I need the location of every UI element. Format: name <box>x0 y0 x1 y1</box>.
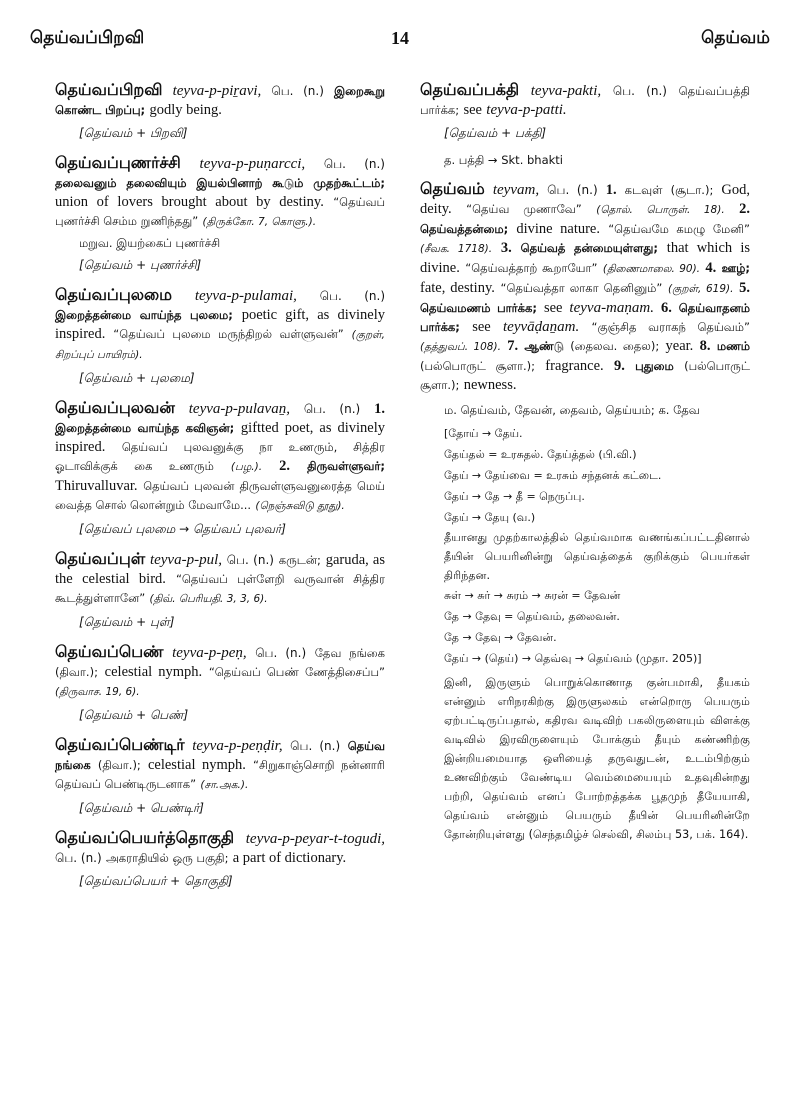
tamil-definition: இறைகூறு கொண்ட பிறப்பு; <box>55 84 386 117</box>
etymology-paragraph: தீயானது முதற்காலத்தில் தெய்வமாக வணங்கப்பட்டதினால் தீயின் பெயரினின்று தெய்வத்தைக் குறிக்கும் பெயர்கள் திரிந்தன. <box>444 531 750 582</box>
english-definition: celestial nymph. <box>147 757 246 773</box>
etymology-line: சுள் → சுர் → சுரம் → சுரன் = தேவன் <box>444 589 621 602</box>
quotation: “தெய்வப் புலமை மருந்திறல் வள்ளுவன்” <box>113 327 344 341</box>
part-of-speech: பெ. (n.) <box>323 157 385 171</box>
tamil-definition: ஊழ்; <box>721 261 751 275</box>
english-definition: union of lovers brought about by destiny. <box>55 194 324 210</box>
tamil-definition: இறைத்தன்மை வாய்ந்த கவிஞன்; <box>55 421 235 435</box>
etymology: [தெய்வம் + பக்தி] <box>444 126 547 140</box>
headword: தெய்வப்புலமை <box>55 285 173 304</box>
tamil-definition: தலைவனும் தலைவியும் இயல்பினாற் கூடும் முதற்கூட்டம்; <box>55 176 385 190</box>
sense-number: 1. <box>374 401 385 417</box>
part-of-speech: பெ. (n.) <box>271 84 324 98</box>
quotation: “குஞ்சித வராகந் தெய்வம்” <box>591 320 751 334</box>
cross-reference: teyvāḍaṉam. <box>503 319 580 335</box>
english-definition: celestial nymph. <box>104 664 203 680</box>
etymology-line: தே → தேவு = தெய்வம், தலைவன். <box>444 610 620 623</box>
sense-number: 8. <box>699 338 711 354</box>
etymology-line: [தோய் → தேய். <box>444 427 523 440</box>
tamil-definition: மணம் <box>716 339 750 353</box>
sense-number: 3. <box>500 240 512 256</box>
dictionary-entry <box>55 285 385 388</box>
part-of-speech: பெ. (n.) <box>290 739 341 753</box>
tamil-definition: கடவுள் <box>624 183 663 197</box>
citation: (தத்துவப். 108). <box>420 341 501 353</box>
citation: (சா.அக.). <box>200 779 249 791</box>
quotation: “தெய்வமே கமழு மேனி” <box>608 222 750 236</box>
transliteration: teyva-p-pul, <box>149 552 222 568</box>
etymology: [தெய்வப்பெயர் + தொகுதி] <box>79 874 233 888</box>
source: (தைலவ. தைல); <box>570 339 660 353</box>
citation: (குறள், சிறப்புப் பாயிரம்). <box>55 329 385 361</box>
transliteration: teyvam, <box>492 182 540 198</box>
sense-number: 5. <box>739 280 750 296</box>
dictionary-entry <box>55 80 385 143</box>
headword: தெய்வப்புள் <box>55 549 146 568</box>
english-definition: see <box>463 102 482 118</box>
guide-word-left: தெய்வப்பிறவி <box>30 28 145 48</box>
english-definition: a part of dictionary. <box>232 850 347 866</box>
english-definition: Thiruvalluvar. <box>55 478 138 494</box>
english-definition: God, deity. <box>420 182 751 217</box>
dictionary-entry <box>55 828 385 891</box>
citation: (திருக்கோ. 7, கொளு.). <box>202 216 317 228</box>
transliteration: teyva-p-peyar-t-togudi, <box>245 831 385 847</box>
etymology: [தெய்வம் + புள்] <box>79 615 175 629</box>
sense-number: 4. <box>705 260 717 276</box>
tamil-definition: தெய்வமணம் பார்க்க; <box>420 301 537 315</box>
part-of-speech: பெ. (n.) <box>55 851 102 865</box>
headword: தெய்வப்புணர்ச்சி <box>55 153 181 172</box>
tamil-definition: தெய்வத்தன்மை; <box>420 222 509 236</box>
quotation: “தெய்வப் புணர்ச்சி செம்ம றுணிந்தது” <box>55 195 386 228</box>
etymology: [தெய்வப் புலமை → தெய்வப் புலவர்] <box>79 522 286 536</box>
headword: தெய்வப்பக்தி <box>420 80 520 99</box>
cross-reference: teyva-maṇam. <box>569 300 654 316</box>
etymology-line: தேய் → தே → தீ = நெருப்பு. <box>444 490 585 503</box>
part-of-speech: பெ. (n.) <box>303 402 361 416</box>
headword: தெய்வப்பெயர்த்தொகுதி <box>55 828 235 847</box>
transliteration: teyva-p-piṟavi, <box>172 83 262 99</box>
english-definition: see <box>543 300 563 316</box>
dictionary-entry <box>55 153 385 275</box>
tamil-definition: அகராதியில் ஒரு பகுதி; <box>105 851 229 865</box>
transliteration: teyva-p-peṇḍir, <box>192 738 283 754</box>
quotation: “சிறுகாஞ்சொறி நன்னாரி தெய்வப் பெண்டிருடனாக” <box>55 758 386 791</box>
english-definition: godly being. <box>149 102 222 118</box>
tamil-definition: தெய்வ நங்கை <box>55 739 386 772</box>
headword: தெய்வப்பெண் <box>55 642 164 661</box>
english-definition: poetic gift, as divinely inspired. <box>55 307 385 342</box>
transliteration: teyva-p-puṇarcci, <box>199 156 306 172</box>
etymology: [தெய்வம் + பெண்டிர்] <box>79 801 204 815</box>
quotation: “தெய்வத்தாற் கூறாயோ” <box>465 261 598 275</box>
source: (சூடா.); <box>670 183 714 197</box>
etymology-line: தேய் → தேயு (வ.) <box>444 511 536 524</box>
transliteration: teyva-p-pulamai, <box>194 288 297 304</box>
dictionary-entry <box>55 549 385 632</box>
source: (திவா.); <box>97 758 141 772</box>
right-column <box>420 80 750 854</box>
tamil-definition: இறைத்தன்மை வாய்ந்த புலமை; <box>55 308 233 322</box>
citation: (தொல். பொருள். 18). <box>596 204 725 216</box>
cognates: ம. தெய்வம், தேவன், தைவம், தெய்யம்; க. தேவ <box>444 403 700 417</box>
english-definition: divine nature. <box>516 221 600 237</box>
headword: தெய்வப்பிறவி <box>55 80 163 99</box>
headword: தெய்வம் <box>420 179 485 198</box>
english-definition: see <box>472 319 491 335</box>
part-of-speech: பெ. (n.) <box>547 183 598 197</box>
cross-reference: teyva-p-patti. <box>486 102 567 118</box>
transliteration: teyva-p-pulavaṉ, <box>188 401 290 417</box>
loan-note: த. பத்தி → Skt. bhakti <box>444 153 563 167</box>
part-of-speech: பெ. (n.) <box>612 84 667 98</box>
citation: (திருவாச. 19, 6). <box>55 686 140 698</box>
tamil-definition: கருடன்; <box>278 553 321 567</box>
tamil-definition: திருவள்ளுவர்; <box>307 459 386 473</box>
english-definition: fate, destiny. <box>420 280 495 296</box>
dictionary-entry <box>420 80 750 169</box>
transliteration: teyva-pakti, <box>530 83 602 99</box>
page-header <box>30 28 770 56</box>
english-definition: giftted poet, as divinely inspired. <box>55 420 385 455</box>
source: (பல்பொருட் சூளா.); <box>420 359 535 373</box>
tamil-definition: தெய்வப்பத்தி பார்க்க; <box>420 84 750 117</box>
tamil-definition: ஆண்டு <box>524 339 564 353</box>
citation: (திவ். பெரியதி. 3, 3, 6). <box>149 593 268 605</box>
english-definition: newness. <box>463 377 517 393</box>
example: தெய்வப் புலவன் திருவள்ளுவனுரைத்த மெய் வைத்த சொல் லொன்றும் மேவாமே... <box>55 479 386 512</box>
citation: (குறள், 619). <box>668 283 734 295</box>
etymology-line: தேய்தல் = உரசுதல். தேய்த்தல் (பி.வி.) <box>444 448 637 461</box>
english-definition: garuda, as the celestial bird. <box>55 552 385 587</box>
sense-number: 1. <box>605 182 617 198</box>
etymology-line: தே → தேவு → தேவன். <box>444 631 557 644</box>
citation: (நெஞ்சுவிடு தூது). <box>255 500 345 512</box>
dictionary-entry <box>420 179 750 844</box>
sense-number: 2. <box>739 201 750 217</box>
part-of-speech: பெ. (n.) <box>226 553 274 567</box>
tamil-definition: புதுமை <box>635 359 674 373</box>
english-definition: fragrance. <box>545 358 604 374</box>
left-column <box>55 80 385 901</box>
dictionary-entry <box>55 735 385 818</box>
citation: (திணைமாலை. 90). <box>602 263 701 275</box>
tamil-definition: தேவ நங்கை <box>314 646 385 660</box>
etymology: [தெய்வம் + பிறவி] <box>79 126 188 140</box>
sense-number: 9. <box>613 358 625 374</box>
quotation: “தெய்வப் புள்ளேறி வருவான் சித்திர கூடத்துள்ளானே” <box>55 572 385 605</box>
sense-number: 6. <box>660 300 672 316</box>
source: (பல்பொருட் சூளா.); <box>420 359 750 392</box>
part-of-speech: பெ. (n.) <box>255 646 307 660</box>
dictionary-entry <box>55 398 385 539</box>
source: (திவா.); <box>55 665 98 679</box>
english-definition: that which is divine. <box>420 240 750 276</box>
etymology: [தெய்வம் + பெண்] <box>79 708 189 722</box>
sense-number: 2. <box>279 458 291 474</box>
headword: தெய்வப்பெண்டிர் <box>55 735 185 754</box>
quotation: “தெய்வ முணாவே” <box>466 202 582 216</box>
example: தெய்வப் புலவனுக்கு நா உணரும், சித்திர ஓடாவிக்குக் கை உணரும் <box>55 440 385 473</box>
dictionary-entry <box>55 642 385 725</box>
citation: (பழ.). <box>230 461 263 473</box>
synonym-note: மறுவ. இயற்கைப் புணர்ச்சி <box>79 236 221 250</box>
etymology: [தெய்வம் + புலமை] <box>79 371 195 385</box>
explanatory-paragraph: இனி, இருளும் பொறுக்கொணாத குன்பமாகி, தீயகம் என்னும் எரிநரகிற்கு இருளுலகம் என்றொரு பெயரும் ஏற்பட்டிருப்பதால், கதிரவ வடிவிற் பகலிருளையும் விளக்கு வடிவில் இரவிருளையும் போக்கும் தீயும் கண்ணிற்கு இன்றியமையாத ஒளியைத் தருவதுடன், உடம்பிற்கும் உணவிற்கும் வேண்டிய வெம்மையையும் உதவுகின்றது பற்றி, தெய்வம் எனப் போற்றத்தக்க பூதமுந் தீயேயாகி, தெய்வம் என்னும் பெயரும் தீயின் பெயரினின்றே தோன்றியுள்ளது (செந்தமிழ்ச் செல்வி, சிலம்பு 53, பக். 164). <box>444 676 750 841</box>
quotation: “தெய்வத்தா லாகா தெனினும்” <box>500 281 663 295</box>
headword: தெய்வப்புலவன் <box>55 398 175 417</box>
part-of-speech: பெ. (n.) <box>319 289 385 303</box>
english-definition: year. <box>665 338 694 354</box>
citation: (சீவக. 1718). <box>420 243 493 255</box>
sense-number: 7. <box>507 338 519 354</box>
etymology-line: தேய் → (தெய்) → தெவ்வு → தெய்வம் (முதா. 205)] <box>444 652 702 665</box>
transliteration: teyva-p-peṇ, <box>172 645 247 661</box>
quotation: “தெய்வப் பெண் ணேத்திசைப்ப” <box>208 665 385 679</box>
etymology-line: தேய் → தேய்வை = உரசும் சந்தனக் கட்டை. <box>444 469 662 482</box>
tamil-definition: தெய்வத் தன்மையுள்ளது; <box>520 241 658 255</box>
tamil-definition: தெய்வாதனம் பார்க்க; <box>420 301 750 334</box>
guide-word-right: தெய்வம் <box>701 28 770 48</box>
etymology: [தெய்வம் + புணர்ச்சி] <box>79 258 202 272</box>
page-number: 14 <box>391 28 409 48</box>
